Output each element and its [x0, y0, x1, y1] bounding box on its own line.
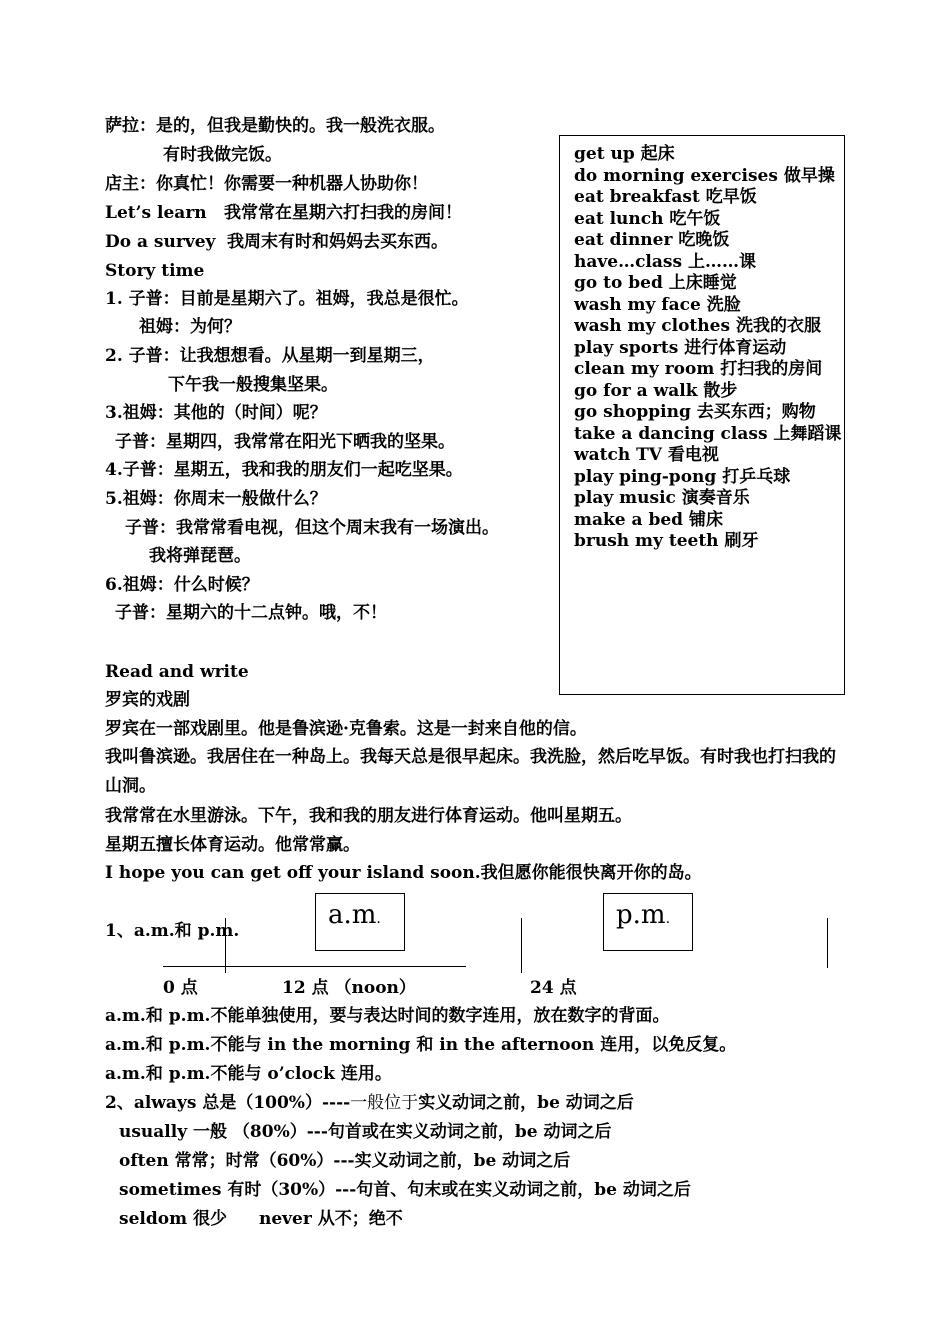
story-line: 子普：星期四，我常常在阳光下晒我的坚果。 — [115, 432, 455, 452]
timeline-axis — [163, 966, 466, 967]
freq-always-c: 实义动词之前，be 动词之后 — [418, 1093, 634, 1113]
vocab-item: go to bed 上床睡觉 — [574, 273, 737, 293]
pm-dot: . — [665, 911, 671, 927]
read-write-paragraph: 我常常在水里游泳。下午，我和我的朋友进行体育运动。他叫星期五。 — [105, 806, 632, 826]
am-label: a.m — [328, 900, 377, 930]
story-line: 1. 子普：目前是星期六了。祖姆，我总是很忙。 — [105, 289, 469, 309]
pm-label: p.m — [616, 900, 666, 930]
vocab-item: eat lunch 吃午饭 — [574, 208, 721, 229]
dialogue-line: 店主：你真忙！你需要一种机器人协助你！ — [105, 174, 428, 194]
story-line: 我将弹琵琶。 — [149, 546, 251, 566]
read-write-paragraph: 我叫鲁滨逊。我居住在一种岛上。我每天总是很早起床。我洗脸，然后吃早饭。有时我也打扫我的山洞。 — [105, 747, 836, 796]
freq-often: often 常常；时常（60%）---实义动词之前，be 动词之后 — [119, 1151, 571, 1171]
story-line: 4.子普：星期五，我和我的朋友们一起吃坚果。 — [105, 460, 463, 480]
timeline-tick-0 — [225, 918, 226, 973]
story-line: 6.祖姆：什么时候？ — [105, 575, 259, 595]
timeline-label-12: 12 点 （noon） — [282, 978, 416, 998]
dialogue-line: 有时我做完饭。 — [163, 145, 282, 165]
freq-always — [105, 1092, 634, 1114]
story-line: 下午我一般搜集坚果。 — [168, 375, 338, 395]
lets-learn-text: 我常常在星期六打扫我的房间！ — [224, 203, 462, 223]
vocab-item: make a bed 铺床 — [574, 509, 723, 530]
story-line: 子普：星期六的十二点钟。哦，不！ — [115, 603, 387, 623]
timeline-tick-12 — [521, 918, 522, 973]
timeline-label-24: 24 点 — [530, 978, 577, 998]
vocab-item: play sports 进行体育运动 — [574, 337, 787, 358]
read-write-title: 罗宾的戏剧 — [105, 690, 190, 710]
vocab-item: get up 起床 — [574, 144, 675, 164]
vocab-item: eat dinner 吃晚饭 — [574, 230, 730, 250]
lets-learn-label: Let’s learn — [105, 203, 207, 223]
vocab-item: wash my clothes 洗我的衣服 — [574, 316, 821, 336]
freq-never: never 从不；绝不 — [259, 1209, 403, 1229]
freq-seldom: seldom 很少 — [119, 1209, 227, 1229]
rule-line: a.m.和 p.m.不能与 in the morning 和 in the afternoon 连用，以免反复。 — [105, 1035, 737, 1055]
vocab-item: eat breakfast 吃早饭 — [574, 187, 757, 207]
timeline-item-label: 1、a.m.和 p.m. — [105, 921, 240, 941]
vocab-item: wash my face 洗脸 — [574, 294, 741, 315]
rule-line: a.m.和 p.m.不能单独使用，要与表达时间的数字连用，放在数字的背面。 — [105, 1006, 670, 1026]
read-write-intro: 罗宾在一部戏剧里。他是鲁滨逊·克鲁索。这是一封来自他的信。 — [105, 719, 587, 739]
vocab-item: go for a walk 散步 — [574, 380, 738, 401]
story-line: 祖姆：为何？ — [139, 317, 241, 337]
vocab-item: go shopping 去买东西；购物 — [574, 402, 816, 422]
vocab-item: do morning exercises 做早操 — [574, 165, 835, 186]
timeline-label-0: 0 点 — [163, 978, 198, 998]
vocab-item: brush my teeth 刷牙 — [574, 531, 759, 551]
do-survey-label: Do a survey — [105, 232, 216, 252]
freq-sometimes: sometimes 有时（30%）---句首、句末或在实义动词之前，be 动词之后 — [119, 1180, 691, 1200]
vocab-item: clean my room 打扫我的房间 — [574, 359, 823, 379]
freq-usually: usually 一般 （80%）---句首或在实义动词之前，be 动词之后 — [119, 1122, 612, 1142]
read-write-paragraph: I hope you can get off your island soon.我但愿你能很快离开你的岛。 — [105, 863, 702, 883]
timeline-tick-24 — [827, 918, 828, 968]
vocab-item: have…class 上……课 — [574, 251, 756, 272]
freq-always-a: 2、always 总是（100%）---- — [105, 1093, 351, 1113]
rule-line: a.m.和 p.m.不能与 o’clock 连用。 — [105, 1064, 392, 1084]
story-title: Story time — [105, 261, 205, 281]
vocab-item: take a dancing class 上舞蹈课 — [574, 423, 842, 444]
pm-box — [603, 893, 693, 951]
vocab-item: watch TV 看电视 — [574, 445, 719, 465]
dialogue-line: 萨拉：是的，但我是勤快的。我一般洗衣服。 — [105, 116, 445, 136]
am-dot: . — [376, 911, 381, 927]
read-write-heading: Read and write — [105, 662, 249, 682]
story-line: 3.祖姆：其他的（时间）呢？ — [105, 403, 327, 423]
story-line: 2. 子普：让我想想看。从星期一到星期三， — [105, 346, 435, 366]
story-line: 5.祖姆：你周末一般做什么？ — [105, 489, 327, 509]
read-write-paragraph: 星期五擅长体育运动。他常常赢。 — [105, 835, 360, 855]
vocab-item: play ping-pong 打乒乓球 — [574, 466, 791, 487]
vocabulary-box — [559, 135, 845, 695]
freq-always-b: 一般位于 — [350, 1093, 419, 1113]
do-survey-text: 我周末有时和妈妈去买东西。 — [227, 232, 448, 252]
vocab-item: play music 演奏音乐 — [574, 488, 750, 508]
story-line: 子普：我常常看电视，但这个周末我有一场演出。 — [125, 518, 499, 538]
am-box — [315, 893, 405, 951]
